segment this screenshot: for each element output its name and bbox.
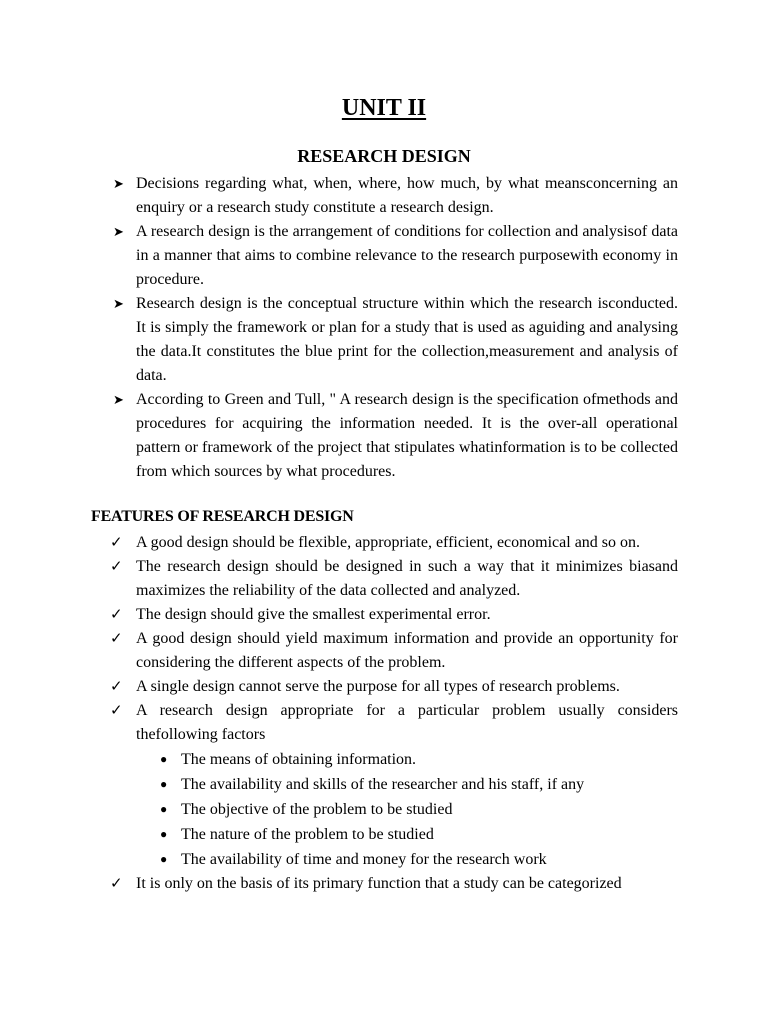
round-bullet-icon: ● <box>160 852 168 866</box>
feature-text: A single design cannot serve the purpose for all types of research problems. <box>136 678 620 695</box>
checkmark-icon: ✓ <box>110 679 123 695</box>
intro-point <box>0 388 678 484</box>
feature-text: The research design should be designed in such a way that it minimizes biasand maximizes the reliability of the data collected and analyzed. <box>136 558 678 599</box>
intro-point-text: Decisions regarding what, when, where, how much, by what meansconcerning an enquiry or a research study constitute a research design. <box>136 175 678 216</box>
intro-point <box>0 292 678 388</box>
intro-point-text: A research design is the arrangement of conditions for collection and analysisof data in a manner that aims to combine relevance to the research purposewith economy in procedure. <box>136 223 678 288</box>
feature-item <box>0 675 678 699</box>
feature-item <box>0 699 678 872</box>
feature-text: The design should give the smallest experimental error. <box>136 606 491 623</box>
factor-text: The objective of the problem to be studied <box>181 801 453 818</box>
features-list <box>0 531 678 896</box>
checkmark-icon: ✓ <box>110 607 123 623</box>
factor-text: The nature of the problem to be studied <box>181 826 434 843</box>
arrow-bullet-icon: ➤ <box>113 224 124 239</box>
checkmark-icon: ✓ <box>110 876 123 892</box>
factor-list <box>136 747 678 872</box>
feature-text: A good design should yield maximum information and provide an opportunity for considering the different aspects of the problem. <box>136 630 678 671</box>
feature-item <box>0 531 678 555</box>
factor-item <box>0 822 678 847</box>
features-title: FEATURES OF RESEARCH DESIGN <box>91 508 354 525</box>
round-bullet-icon: ● <box>160 777 168 791</box>
factor-text: The availability and skills of the researcher and his staff, if any <box>181 776 585 793</box>
factor-item <box>0 847 678 872</box>
factor-item <box>0 747 678 772</box>
feature-item <box>0 627 678 675</box>
checkmark-icon: ✓ <box>110 703 123 719</box>
checkmark-icon: ✓ <box>110 631 123 647</box>
feature-text: It is only on the basis of its primary function that a study can be categorized <box>136 875 622 892</box>
factor-item <box>0 797 678 822</box>
intro-point <box>0 172 678 220</box>
round-bullet-icon: ● <box>160 752 168 766</box>
factor-text: The availability of time and money for the research work <box>181 851 547 868</box>
feature-item <box>0 555 678 603</box>
intro-point-text: According to Green and Tull, " A research design is the specification ofmethods and procedures for acquiring the information needed. It is the over-all operational pattern or framework of the project that stipulates whatinformation is to be collected from which sources by what procedures. <box>136 391 678 480</box>
arrow-bullet-icon: ➤ <box>113 176 124 191</box>
feature-item <box>0 603 678 627</box>
intro-point-text: Research design is the conceptual structure within which the research isconducted. It is simply the framework or plan for a study that is used as aguiding and analysing the data.It constitutes the blue print for the collection,measurement and analysis of data. <box>136 295 678 384</box>
round-bullet-icon: ● <box>160 802 168 816</box>
arrow-bullet-icon: ➤ <box>113 392 124 407</box>
unit-title: UNIT II <box>341 95 427 121</box>
intro-point <box>0 220 678 292</box>
feature-text: A research design appropriate for a particular problem usually considers thefollowing factors <box>136 702 678 743</box>
feature-text: A good design should be flexible, appropriate, efficient, economical and so on. <box>136 534 641 551</box>
checkmark-icon: ✓ <box>110 559 123 575</box>
factor-item <box>0 772 678 797</box>
factor-text: The means of obtaining information. <box>181 751 417 768</box>
feature-item <box>0 872 678 896</box>
section-title: RESEARCH DESIGN <box>297 146 471 166</box>
round-bullet-icon: ● <box>160 827 168 841</box>
arrow-bullet-icon: ➤ <box>113 296 124 311</box>
intro-list <box>0 172 678 484</box>
checkmark-icon: ✓ <box>110 535 123 551</box>
